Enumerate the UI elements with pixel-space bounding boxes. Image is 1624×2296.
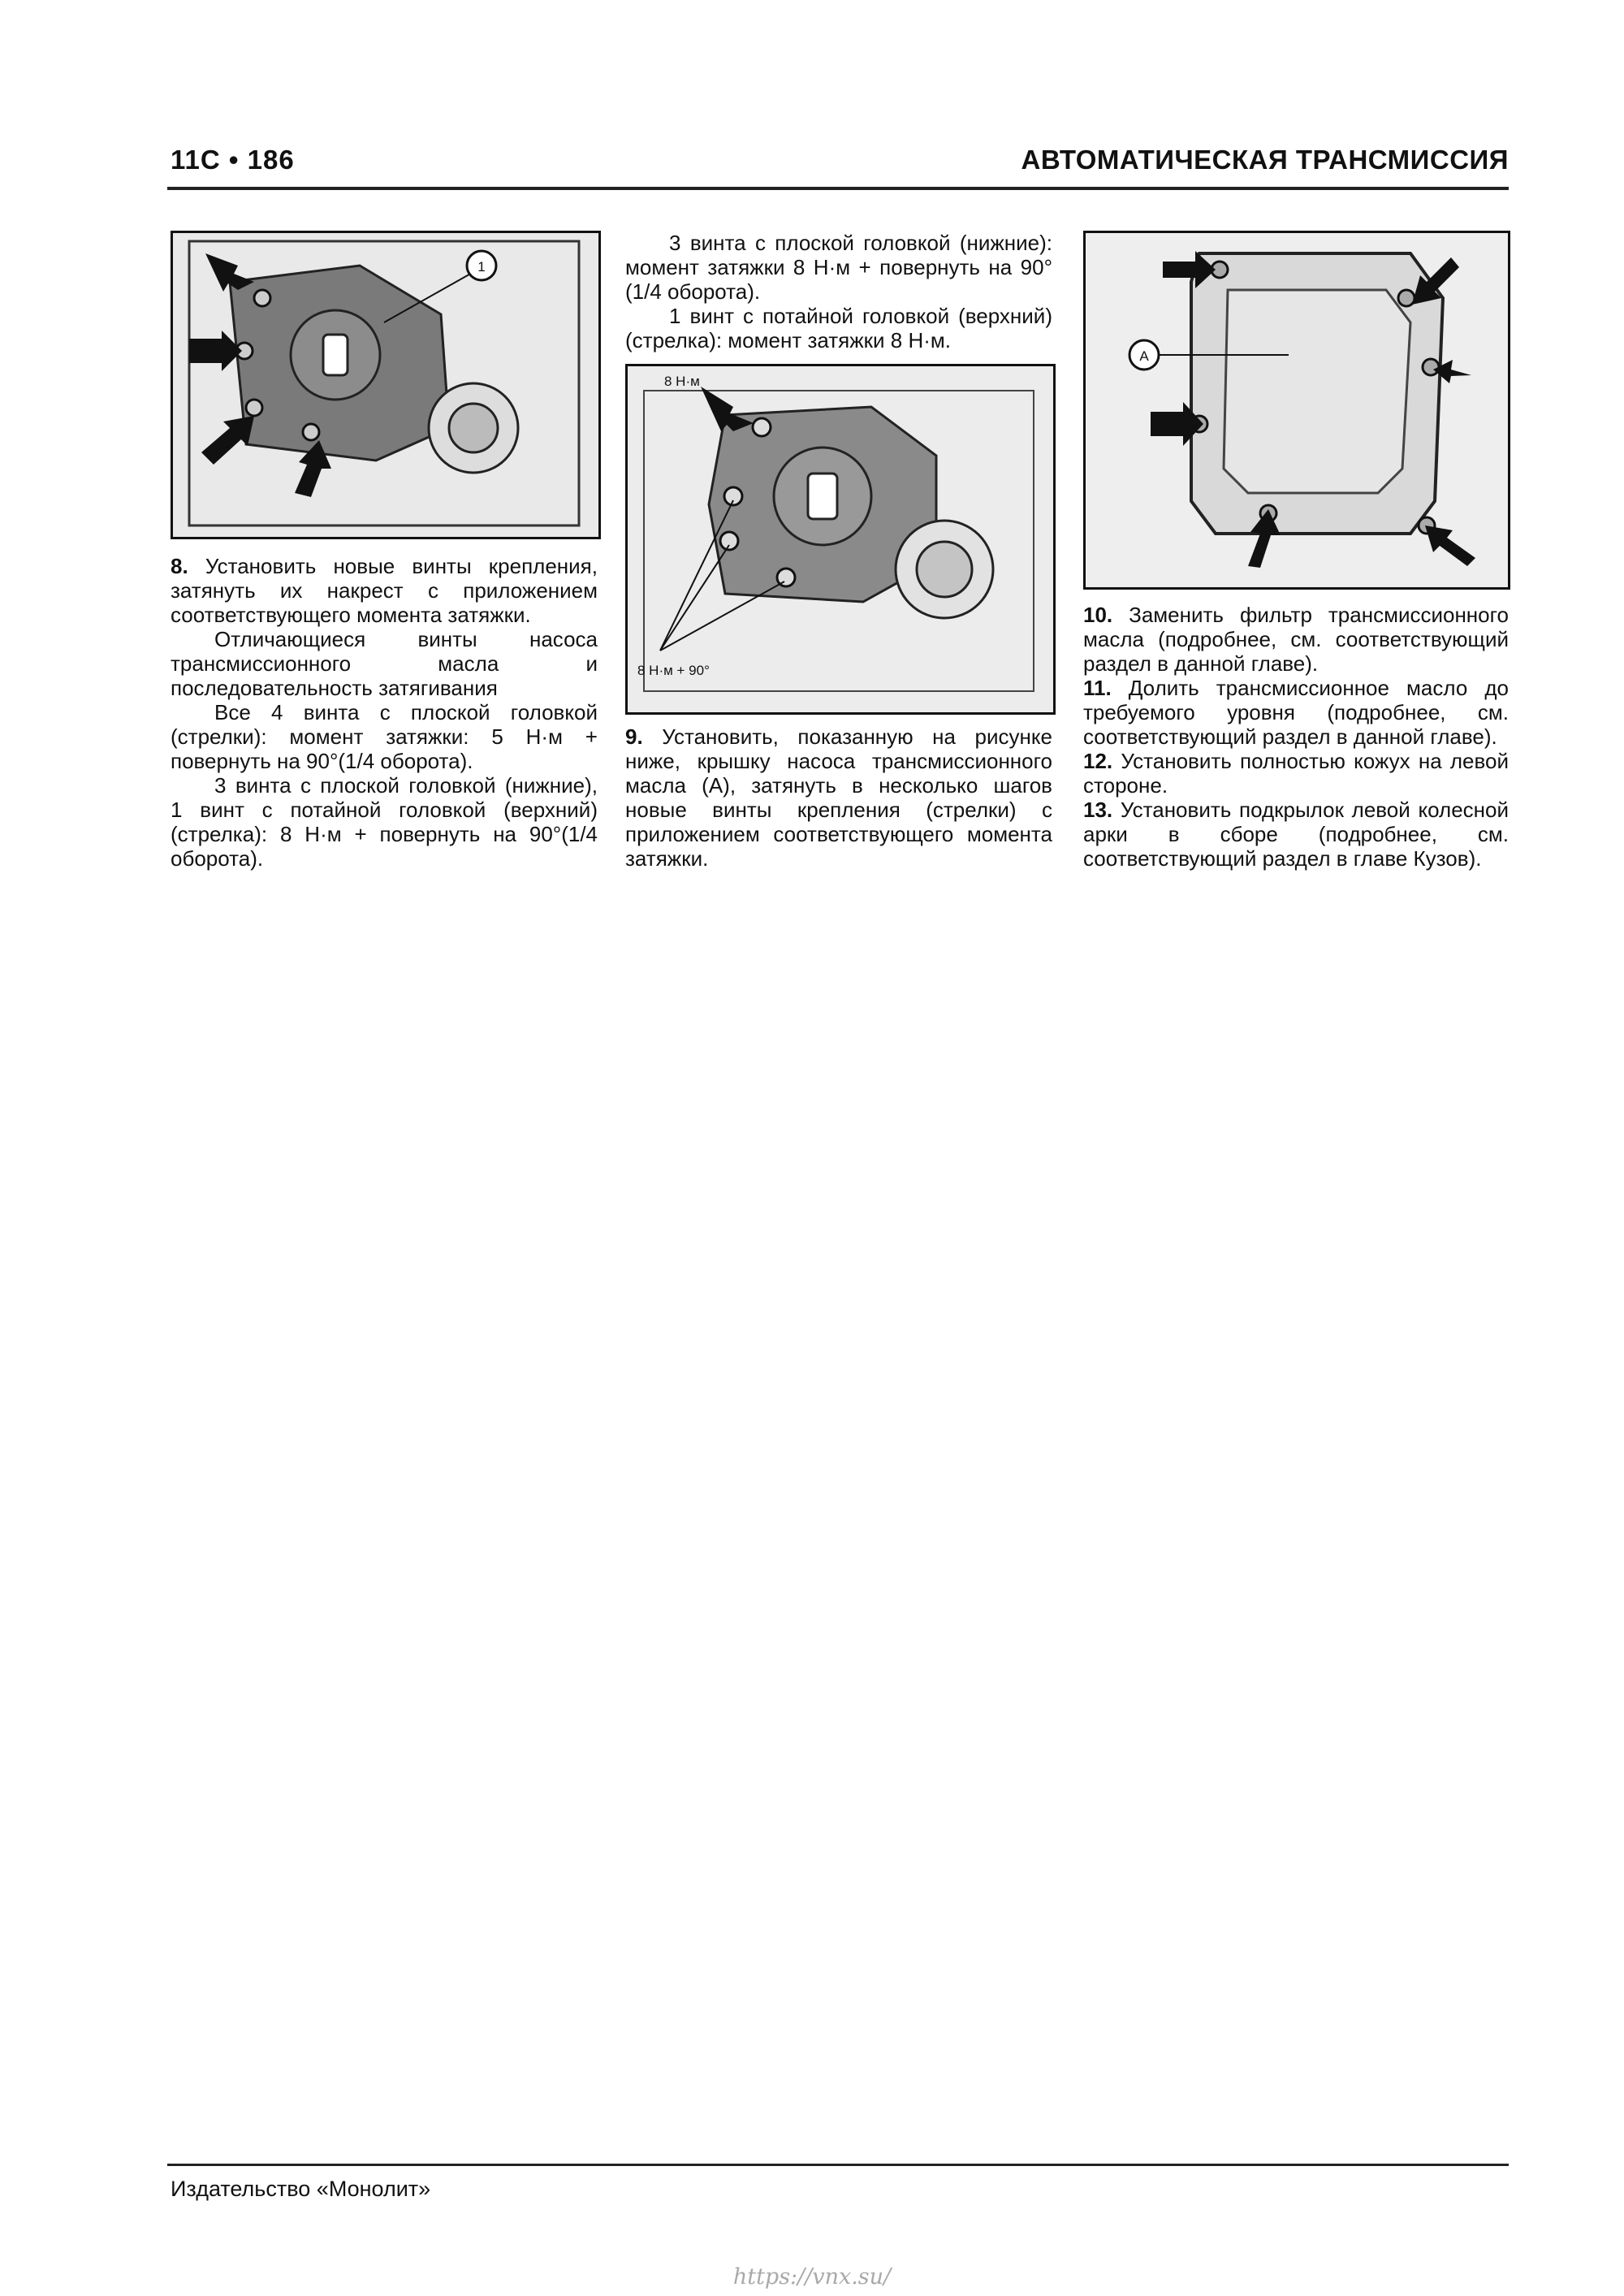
column-left — [171, 554, 598, 871]
step-text: Долить трансмиссионное масло до требуемого уровня (подробнее, см. соответствующий раздел в данной главе). — [1083, 676, 1509, 749]
torque-label-bottom: 8 Н·м + 90° — [637, 663, 710, 678]
step-text: Установить подкрылок левой колесной арки в сборе (подробнее, см. соответствующий раздел в главе Кузов). — [1083, 798, 1509, 871]
figure-oil-pump-bolts — [171, 231, 601, 539]
step-8 — [171, 554, 598, 627]
step-text: Заменить фильтр трансмиссионного масла (подробнее, см. соответствующий раздел в данной главе). — [1083, 603, 1509, 676]
step-number: 13. — [1083, 798, 1113, 822]
step-text: Установить новые винты крепления, затянуть их накрест с приложением соответствующего момента затяжки. — [171, 554, 598, 627]
paragraph: 1 винт с потайной головкой (верхний) (стрелка): момент затяжки 8 Н·м. — [625, 304, 1052, 352]
figure-filter-cover — [1083, 231, 1510, 590]
chapter-title: АВТОМАТИЧЕСКАЯ ТРАНСМИССИЯ — [1021, 145, 1509, 175]
column-middle-bottom — [625, 724, 1052, 871]
step-number: 11. — [1083, 676, 1112, 700]
paragraph: Отличающиеся винты насоса трансмиссионного масла и последовательность затягивания — [171, 627, 598, 700]
publisher: Издательство «Монолит» — [171, 2177, 431, 2201]
step-text: Установить полностью кожух на левой стороне. — [1083, 749, 1509, 798]
step-13 — [1083, 798, 1509, 871]
paragraph: Все 4 винта с плоской головкой (стрелки): момент затяжки: 5 Н·м + повернуть на 90°(1/4 оборота). — [171, 700, 598, 773]
step-number: 10. — [1083, 603, 1113, 627]
torque-label-top: 8 Н·м — [664, 374, 700, 389]
column-right — [1083, 603, 1509, 871]
watermark-link[interactable]: https://vnx.su/ — [732, 2264, 892, 2290]
step-number: 12. — [1083, 749, 1113, 773]
step-12 — [1083, 749, 1509, 798]
step-9 — [625, 724, 1052, 871]
footer-divider — [167, 2164, 1509, 2166]
figure-pump-torque — [625, 364, 1056, 715]
paragraph: 3 винта с плоской головкой (нижние): момент затяжки 8 Н·м + повернуть на 90°(1/4 оборота). — [625, 231, 1052, 304]
step-number: 8. — [171, 554, 188, 578]
header-divider — [167, 187, 1509, 190]
paragraph: 3 винта с плоской головкой (нижние), 1 винт с потайной головкой (верхний) (стрелка): 8 Н·м + повернуть на 90°(1/4 оборота). — [171, 773, 598, 871]
figure-callout-a: A — [1139, 348, 1149, 364]
column-middle-top — [625, 231, 1052, 352]
step-number: 9. — [625, 724, 643, 749]
figure-callout-1: 1 — [477, 259, 486, 275]
step-11 — [1083, 676, 1509, 749]
step-10 — [1083, 603, 1509, 676]
step-text: Установить, показанную на рисунке ниже, крышку насоса трансмиссионного масла (А), затянуть в несколько шагов новые винты крепления (стрелки) с приложением соответствующего момента затяжки. — [625, 724, 1052, 871]
page-number: 11C • 186 — [171, 145, 295, 175]
